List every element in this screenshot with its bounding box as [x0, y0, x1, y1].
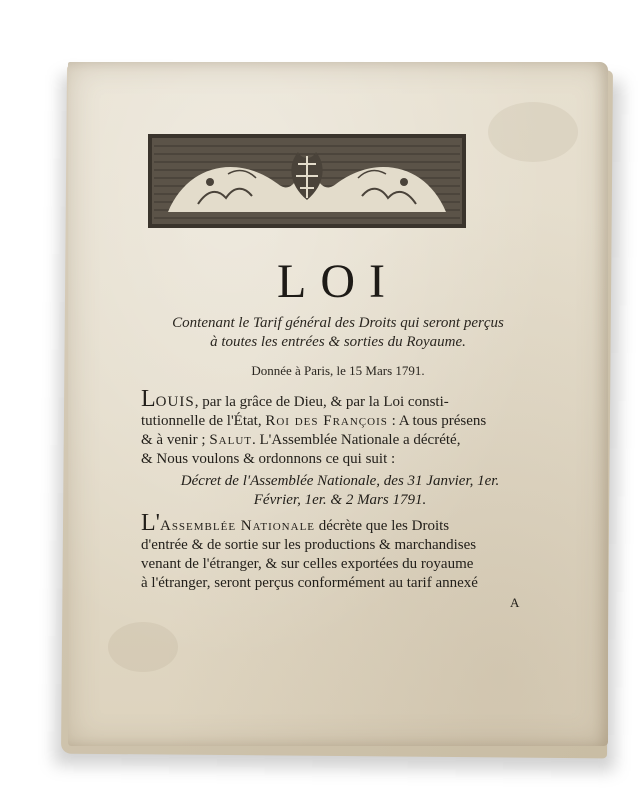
decree-heading [138, 472, 542, 510]
preamble-line [141, 431, 541, 450]
dropcap: L [141, 386, 156, 412]
decree-line: d'entrée & de sortie sur les productions & marchandises [141, 537, 477, 553]
decree-line [141, 510, 541, 536]
decree-text-span: décrète que les Droits [315, 518, 450, 534]
printed-document [68, 62, 608, 746]
preamble-text: tutionnelle de l'État, [141, 413, 266, 429]
law-title: LOI [277, 255, 399, 308]
preamble-line: & Nous voulons & ordonnons ce qui suit : [141, 451, 396, 467]
decree-line: à l'étranger, seront perçus conformément au tarif annexé [141, 575, 478, 591]
subtitle-line: à toutes les entrées & sorties du Royaume. [210, 334, 466, 350]
date-line: Donnée à Paris, le 15 Mars 1791. [251, 363, 425, 378]
king-name: OUIS [155, 394, 195, 410]
law-subtitle [128, 314, 548, 352]
preamble-line [141, 412, 541, 431]
royal-preamble [141, 386, 541, 469]
preamble-text: & à venir ; [141, 432, 210, 448]
decree-text [141, 510, 541, 593]
preamble-line [141, 386, 541, 412]
decree-heading-line: Décret de l'Assemblée Nationale, des 31 Janvier, 1er. [180, 473, 500, 489]
signature-mark: A [510, 595, 520, 610]
paper-stain [108, 622, 178, 672]
preamble-text: . L'Assemblée Nationale a décrété, [252, 432, 461, 448]
preamble-text: , par la grâce de Dieu, & par la Loi consti- [194, 394, 449, 410]
decree-line: venant de l'étranger, & sur celles exportées du royaume [141, 556, 474, 572]
assembly-name: Assemblée Nationale [159, 518, 316, 534]
decree-heading-line: Février, 1er. & 2 Mars 1791. [253, 492, 427, 508]
preamble-text: : A tous présens [387, 413, 487, 429]
salut-word: Salut [209, 432, 252, 448]
engraved-ornament-banner [148, 134, 466, 228]
dropcap: L' [141, 510, 160, 536]
subtitle-line: Contenant le Tarif général des Droits qui seront perçus [172, 315, 504, 331]
royal-title: Roi des François [265, 413, 388, 429]
paper-stain [488, 102, 578, 162]
